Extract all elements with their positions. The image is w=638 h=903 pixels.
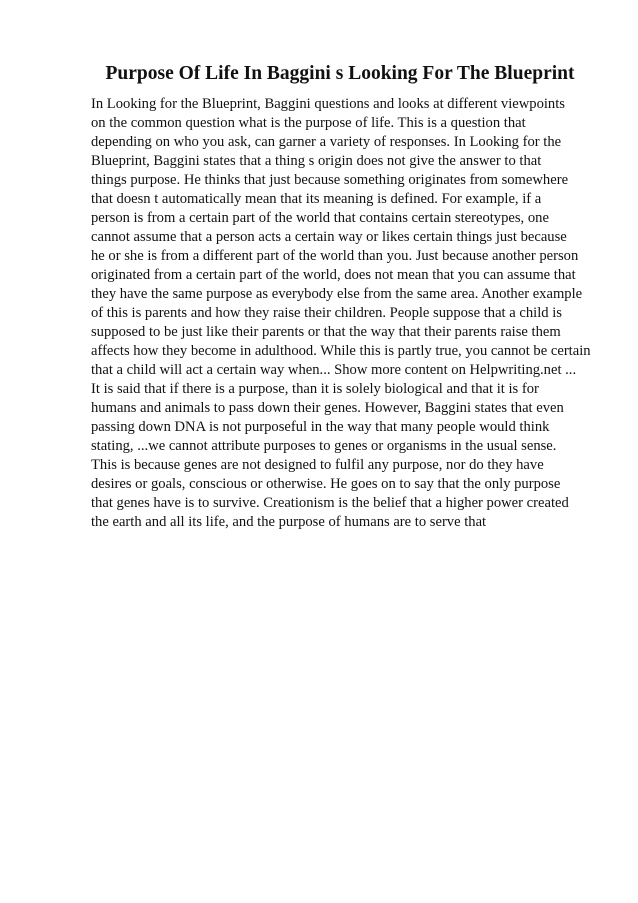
text-line: stating, ...we cannot attribute purposes to genes or organisms in the usual sense. — [91, 438, 557, 454]
text-line: It is said that if there is a purpose, than it is solely biological and that it is for — [91, 381, 539, 397]
text-line: This is because genes are not designed to fulfil any purpose, nor do they have — [91, 457, 544, 473]
text-line: they have the same purpose as everybody else from the same area. Another example — [91, 286, 583, 302]
text-line: the earth and all its life, and the purpose of humans are to serve that — [91, 514, 487, 530]
text-line: affects how they become in adulthood. While this is partly true, you cannot be certain — [91, 343, 591, 359]
text-line: depending on who you ask, can garner a variety of responses. In Looking for the — [91, 134, 562, 150]
page-title: Purpose Of Life In Baggini s Looking For The Blueprint — [105, 63, 575, 84]
text-line: that genes have is to survive. Creationism is the belief that a higher power created — [91, 495, 569, 511]
text-line: In Looking for the Blueprint, Baggini questions and looks at different viewpoints — [91, 96, 565, 112]
text-line: things purpose. He thinks that just because something originates from somewhere — [91, 172, 569, 188]
text-line: humans and animals to pass down their genes. However, Baggini states that even — [91, 400, 564, 416]
text-line: supposed to be just like their parents or that the way that their parents raise them — [91, 324, 561, 340]
text-line: passing down DNA is not purposeful in the way that many people would think — [91, 419, 550, 435]
text-line: that a child will act a certain way when... Show more content on Helpwriting.net ... — [91, 362, 577, 378]
text-line: desires or goals, conscious or otherwise. He goes on to say that the only purpose — [91, 476, 561, 492]
text-line: cannot assume that a person acts a certain way or likes certain things just because — [91, 229, 567, 245]
text-line: person is from a certain part of the world that contains certain stereotypes, one — [91, 210, 549, 226]
text-line: he or she is from a different part of the world than you. Just because another person — [91, 248, 579, 264]
text-line: Blueprint, Baggini states that a thing s origin does not give the answer to that — [91, 153, 542, 169]
body-text — [91, 95, 611, 532]
text-line: that doesn t automatically mean that its meaning is defined. For example, if a — [91, 191, 542, 207]
text-line: on the common question what is the purpose of life. This is a question that — [91, 115, 526, 131]
text-line: originated from a certain part of the world, does not mean that you can assume that — [91, 267, 576, 283]
text-line: of this is parents and how they raise their children. People suppose that a child is — [91, 305, 562, 321]
